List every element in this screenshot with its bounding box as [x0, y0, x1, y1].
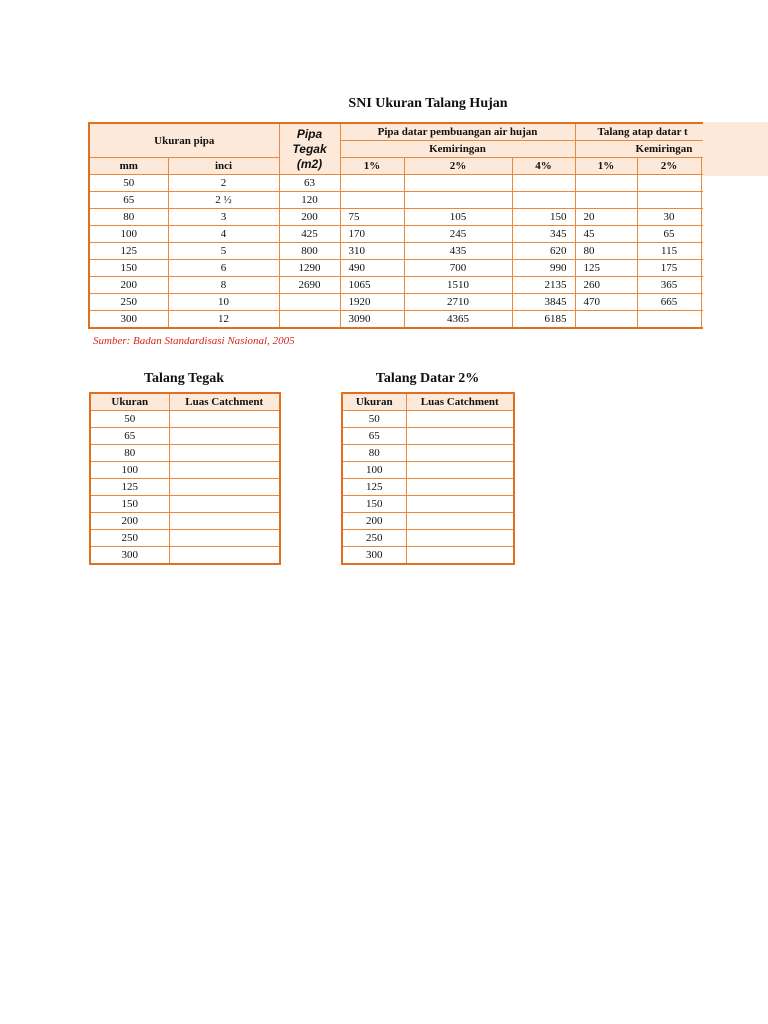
cell-blank — [701, 175, 703, 192]
cell-t1: 470 — [575, 294, 637, 311]
table-row — [90, 513, 280, 530]
table-row — [89, 209, 703, 226]
cell-tegak — [279, 294, 340, 311]
cell-p2: 700 — [404, 260, 512, 277]
cell-inci: 8 — [168, 277, 279, 294]
table-row — [89, 175, 703, 192]
cell-p1: 490 — [340, 260, 404, 277]
table-row — [342, 445, 514, 462]
cell-p4: 345 — [512, 226, 575, 243]
header-luas-catchment: Luas Catchment — [169, 393, 280, 411]
table-row — [89, 192, 703, 209]
table-row — [89, 260, 703, 277]
cell-p4: 150 — [512, 209, 575, 226]
cell-p4 — [512, 192, 575, 209]
cell-ukuran: 300 — [342, 547, 406, 565]
source-note: Sumber: Badan Standardisasi Nasional, 2005 — [93, 335, 295, 347]
cell-blank — [701, 226, 703, 243]
header-ukuran-pipa: Ukuran pipa — [89, 123, 279, 158]
cell-p1: 1920 — [340, 294, 404, 311]
cell-t2: 65 — [637, 226, 701, 243]
cell-tegak: 200 — [279, 209, 340, 226]
talang-tegak-table — [89, 392, 281, 565]
table-row — [342, 547, 514, 565]
cell-mm: 150 — [89, 260, 168, 277]
cell-mm: 300 — [89, 311, 168, 329]
header-luas-catchment: Luas Catchment — [406, 393, 514, 411]
cell-t1: 80 — [575, 243, 637, 260]
header-pipa-2pct: 2% — [404, 158, 512, 175]
cell-ukuran: 80 — [90, 445, 169, 462]
talang-size-table — [88, 122, 703, 329]
cell-p2: 245 — [404, 226, 512, 243]
header-kemiringan-talang: Kemiringan — [575, 141, 703, 158]
header-ukuran: Ukuran — [90, 393, 169, 411]
cell-tegak: 63 — [279, 175, 340, 192]
cell-p2: 435 — [404, 243, 512, 260]
header-pipa-4pct: 4% — [512, 158, 575, 175]
table-row — [89, 243, 703, 260]
cell-luas-catchment[interactable] — [169, 462, 280, 479]
table-row — [90, 479, 280, 496]
cell-ukuran: 100 — [90, 462, 169, 479]
table-row — [89, 226, 703, 243]
cell-ukuran: 125 — [90, 479, 169, 496]
cell-t1: 45 — [575, 226, 637, 243]
cell-luas-catchment[interactable] — [169, 445, 280, 462]
cell-p4: 6185 — [512, 311, 575, 329]
cell-luas-catchment[interactable] — [169, 513, 280, 530]
header-inci: inci — [168, 158, 279, 175]
cell-ukuran: 80 — [342, 445, 406, 462]
cell-mm: 100 — [89, 226, 168, 243]
cell-t1 — [575, 192, 637, 209]
cell-ukuran: 125 — [342, 479, 406, 496]
cell-luas-catchment[interactable] — [169, 530, 280, 547]
cell-mm: 65 — [89, 192, 168, 209]
talang-tegak-title: Talang Tegak — [143, 371, 225, 386]
table-row — [90, 462, 280, 479]
cell-ukuran: 250 — [90, 530, 169, 547]
cell-inci: 5 — [168, 243, 279, 260]
cell-tegak: 2690 — [279, 277, 340, 294]
document-title: SNI Ukuran Talang Hujan — [348, 96, 508, 111]
table-row — [90, 496, 280, 513]
cell-luas-catchment[interactable] — [406, 530, 514, 547]
table-row — [342, 496, 514, 513]
cell-tegak: 800 — [279, 243, 340, 260]
cell-ukuran: 150 — [342, 496, 406, 513]
table-row — [342, 428, 514, 445]
header-talang-2pct: 2% — [637, 158, 701, 175]
cell-p1: 310 — [340, 243, 404, 260]
cell-p4: 2135 — [512, 277, 575, 294]
cell-ukuran: 50 — [342, 411, 406, 428]
cell-t2: 665 — [637, 294, 701, 311]
cell-p2: 2710 — [404, 294, 512, 311]
cell-inci: 12 — [168, 311, 279, 329]
cell-t1 — [575, 311, 637, 329]
cell-luas-catchment[interactable] — [406, 428, 514, 445]
cell-p4: 990 — [512, 260, 575, 277]
table-row — [89, 294, 703, 311]
cell-p1: 3090 — [340, 311, 404, 329]
cell-ukuran: 200 — [90, 513, 169, 530]
table-row — [90, 411, 280, 428]
cell-p1 — [340, 192, 404, 209]
cell-p1: 1065 — [340, 277, 404, 294]
table-row — [90, 530, 280, 547]
cell-tegak: 425 — [279, 226, 340, 243]
table-row — [90, 428, 280, 445]
cell-mm: 50 — [89, 175, 168, 192]
cell-t1: 260 — [575, 277, 637, 294]
cell-tegak: 1290 — [279, 260, 340, 277]
talang-datar-title: Talang Datar 2% — [375, 371, 480, 386]
cell-tegak — [279, 311, 340, 329]
cell-p1 — [340, 175, 404, 192]
cell-p2 — [404, 192, 512, 209]
cell-t1: 125 — [575, 260, 637, 277]
cell-t1 — [575, 175, 637, 192]
cell-luas-catchment[interactable] — [169, 411, 280, 428]
cell-p2 — [404, 175, 512, 192]
cell-blank — [701, 192, 703, 209]
header-pipa-datar: Pipa datar pembuangan air hujan — [340, 123, 575, 141]
cell-t2: 175 — [637, 260, 701, 277]
cell-inci: 3 — [168, 209, 279, 226]
cell-luas-catchment[interactable] — [169, 479, 280, 496]
cell-luas-catchment[interactable] — [406, 411, 514, 428]
cell-inci: 2 — [168, 175, 279, 192]
header-mm: mm — [89, 158, 168, 175]
header-pipa-tegak: Pipa Tegak (m2) — [279, 123, 340, 175]
cell-luas-catchment[interactable] — [406, 513, 514, 530]
cell-ukuran: 50 — [90, 411, 169, 428]
table-row — [89, 277, 703, 294]
cell-mm: 80 — [89, 209, 168, 226]
cell-t2 — [637, 192, 701, 209]
header-kemiringan-pipa: Kemiringan — [340, 141, 575, 158]
table-row — [342, 513, 514, 530]
cell-t2: 30 — [637, 209, 701, 226]
cell-t2: 115 — [637, 243, 701, 260]
header-talang-blank — [701, 158, 703, 175]
cell-ukuran: 250 — [342, 530, 406, 547]
cell-blank — [701, 260, 703, 277]
cell-blank — [701, 294, 703, 311]
cell-tegak: 120 — [279, 192, 340, 209]
header-ukuran: Ukuran — [342, 393, 406, 411]
cell-p1: 75 — [340, 209, 404, 226]
cell-p1: 170 — [340, 226, 404, 243]
table-row — [90, 445, 280, 462]
cell-luas-catchment[interactable] — [406, 445, 514, 462]
cell-p4: 3845 — [512, 294, 575, 311]
cell-luas-catchment[interactable] — [406, 479, 514, 496]
cell-blank — [701, 243, 703, 260]
cell-mm: 125 — [89, 243, 168, 260]
table-row — [89, 311, 703, 329]
cell-ukuran: 150 — [90, 496, 169, 513]
cell-blank — [701, 209, 703, 226]
cell-p2: 4365 — [404, 311, 512, 329]
table-row — [342, 479, 514, 496]
cell-ukuran: 100 — [342, 462, 406, 479]
talang-datar-table — [341, 392, 515, 565]
cell-inci: 10 — [168, 294, 279, 311]
cell-luas-catchment[interactable] — [406, 496, 514, 513]
cell-inci: 4 — [168, 226, 279, 243]
cell-ukuran: 300 — [90, 547, 169, 565]
header-talang-1pct: 1% — [575, 158, 637, 175]
header-fill-overflow — [703, 122, 768, 176]
cell-blank — [701, 277, 703, 294]
cell-luas-catchment[interactable] — [406, 462, 514, 479]
cell-t2 — [637, 311, 701, 329]
main-table-container — [88, 122, 703, 334]
cell-t2 — [637, 175, 701, 192]
table-row — [342, 462, 514, 479]
header-pipa-1pct: 1% — [340, 158, 404, 175]
table-row — [342, 411, 514, 428]
cell-inci: 6 — [168, 260, 279, 277]
cell-ukuran: 65 — [90, 428, 169, 445]
cell-p2: 1510 — [404, 277, 512, 294]
cell-p4: 620 — [512, 243, 575, 260]
cell-inci: 2 ½ — [168, 192, 279, 209]
cell-t1: 20 — [575, 209, 637, 226]
cell-luas-catchment[interactable] — [169, 428, 280, 445]
cell-luas-catchment[interactable] — [169, 496, 280, 513]
table-row — [90, 547, 280, 565]
cell-mm: 250 — [89, 294, 168, 311]
cell-luas-catchment[interactable] — [406, 547, 514, 565]
cell-mm: 200 — [89, 277, 168, 294]
cell-p4 — [512, 175, 575, 192]
table-row — [342, 530, 514, 547]
cell-luas-catchment[interactable] — [169, 547, 280, 565]
cell-blank — [701, 311, 703, 329]
cell-p2: 105 — [404, 209, 512, 226]
header-talang-atap: Talang atap datar t — [575, 123, 703, 141]
cell-t2: 365 — [637, 277, 701, 294]
cell-ukuran: 200 — [342, 513, 406, 530]
cell-ukuran: 65 — [342, 428, 406, 445]
